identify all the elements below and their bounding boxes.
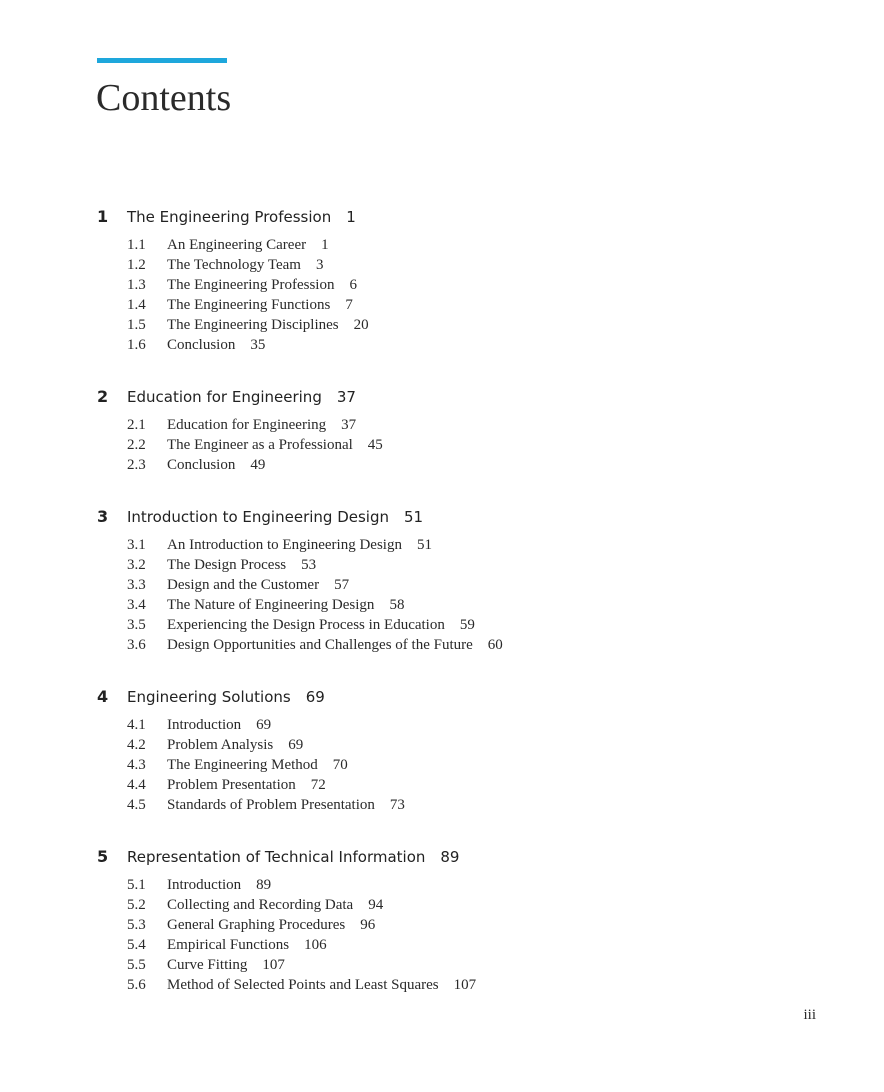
chapter-heading[interactable]: [97, 847, 797, 871]
chapter-title: Introduction to Engineering Design: [127, 508, 389, 526]
table-of-contents: [97, 207, 797, 1027]
chapter-page-number: 69: [305, 688, 325, 706]
section-page-number: 96: [360, 917, 376, 933]
chapter-title: Engineering Solutions: [127, 688, 291, 706]
chapter-heading[interactable]: [97, 687, 797, 711]
section-number: 3.4: [127, 597, 146, 613]
section-page-number: 106: [304, 937, 327, 953]
section-entry[interactable]: [127, 617, 797, 637]
section-number: 5.1: [127, 877, 146, 893]
section-title: Introduction: [167, 717, 242, 733]
section-title: Experiencing the Design Process in Education: [167, 617, 445, 633]
section-page-number: 73: [389, 797, 405, 813]
section-number: 5.2: [127, 897, 146, 913]
chapter-number: 1: [97, 207, 109, 226]
page-number: iii: [803, 1007, 816, 1023]
section-number: 3.6: [127, 637, 146, 653]
section-entry[interactable]: [127, 557, 797, 577]
section-page-number: 69: [256, 717, 272, 733]
section-number: 2.1: [127, 417, 146, 433]
section-entry[interactable]: [127, 877, 797, 897]
section-number: 5.6: [127, 977, 146, 993]
section-number: 4.1: [127, 717, 146, 733]
chapter-heading[interactable]: [97, 207, 797, 231]
section-title: Empirical Functions: [167, 937, 290, 953]
section-entry[interactable]: [127, 957, 797, 977]
chapter-entry: [97, 207, 797, 357]
section-title: The Technology Team: [167, 257, 301, 273]
section-entry[interactable]: [127, 537, 797, 557]
section-title: General Graphing Procedures: [167, 917, 346, 933]
section-title: The Design Process: [167, 557, 287, 573]
chapter-page-number: 37: [336, 388, 356, 406]
section-entry[interactable]: [127, 597, 797, 617]
section-title: Conclusion: [167, 457, 236, 473]
section-page-number: 69: [288, 737, 304, 753]
section-title: The Engineering Functions: [167, 297, 331, 313]
section-entry[interactable]: [127, 417, 797, 437]
section-number: 3.2: [127, 557, 146, 573]
chapter-entry: [97, 687, 797, 817]
section-number: 1.1: [127, 237, 146, 253]
chapter-entry: [97, 507, 797, 657]
chapter-number: 2: [97, 387, 109, 406]
section-title: Standards of Problem Presentation: [167, 797, 375, 813]
section-entry[interactable]: [127, 737, 797, 757]
section-page-number: 3: [315, 257, 324, 273]
section-entry[interactable]: [127, 337, 797, 357]
section-title: An Engineering Career: [167, 237, 307, 253]
section-entry[interactable]: [127, 317, 797, 337]
section-page-number: 94: [368, 897, 384, 913]
section-number: 1.6: [127, 337, 146, 353]
section-number: 3.5: [127, 617, 146, 633]
section-entry[interactable]: [127, 917, 797, 937]
section-entry[interactable]: [127, 237, 797, 257]
chapter-page-number: 51: [404, 508, 424, 526]
section-entry[interactable]: [127, 757, 797, 777]
section-entry[interactable]: [127, 797, 797, 817]
section-list: [127, 717, 797, 817]
chapter-number: 3: [97, 507, 109, 526]
section-entry[interactable]: [127, 777, 797, 797]
section-title: Design Opportunities and Challenges of the Future: [167, 637, 473, 653]
section-page-number: 51: [416, 537, 432, 553]
section-page-number: 53: [301, 557, 317, 573]
section-number: 1.3: [127, 277, 146, 293]
section-page-number: 107: [262, 957, 285, 973]
section-entry[interactable]: [127, 977, 797, 997]
section-title: Method of Selected Points and Least Squares: [167, 977, 439, 993]
section-number: 5.5: [127, 957, 146, 973]
section-title: Problem Analysis: [167, 737, 274, 753]
section-title: Curve Fitting: [167, 957, 248, 973]
section-title: The Engineering Disciplines: [167, 317, 339, 333]
section-title: Problem Presentation: [167, 777, 296, 793]
section-entry[interactable]: [127, 937, 797, 957]
section-title: Design and the Customer: [167, 577, 320, 593]
section-title: An Introduction to Engineering Design: [167, 537, 402, 553]
chapter-number: 5: [97, 847, 109, 866]
section-number: 3.1: [127, 537, 146, 553]
section-page-number: 60: [487, 637, 503, 653]
section-number: 4.2: [127, 737, 146, 753]
section-list: [127, 237, 797, 357]
section-number: 3.3: [127, 577, 146, 593]
section-page-number: 49: [250, 457, 266, 473]
section-page-number: 37: [341, 417, 357, 433]
chapter-title: Representation of Technical Information: [127, 848, 426, 866]
section-title: The Engineer as a Professional: [167, 437, 353, 453]
section-page-number: 1: [321, 237, 329, 253]
section-entry[interactable]: [127, 897, 797, 917]
chapter-number: 4: [97, 687, 109, 706]
chapter-heading[interactable]: [97, 387, 797, 411]
section-entry[interactable]: [127, 297, 797, 317]
section-page-number: 7: [345, 297, 353, 313]
section-page-number: 58: [389, 597, 405, 613]
section-title: The Engineering Method: [167, 757, 318, 773]
section-title: Conclusion: [167, 337, 236, 353]
section-list: [127, 537, 797, 657]
section-page-number: 35: [250, 337, 266, 353]
section-page-number: 6: [349, 277, 357, 293]
section-page-number: 72: [310, 777, 326, 793]
section-number: 1.5: [127, 317, 146, 333]
section-entry[interactable]: [127, 577, 797, 597]
section-page-number: 107: [453, 977, 477, 993]
section-number: 5.3: [127, 917, 146, 933]
section-page-number: 20: [353, 317, 369, 333]
section-entry[interactable]: [127, 277, 797, 297]
section-entry[interactable]: [127, 257, 797, 277]
accent-rule: [97, 58, 227, 63]
section-number: 4.4: [127, 777, 146, 793]
section-number: 4.3: [127, 757, 146, 773]
section-entry[interactable]: [127, 437, 797, 457]
section-page-number: 57: [334, 577, 350, 593]
chapter-page-number: 89: [440, 848, 460, 866]
section-number: 2.3: [127, 457, 146, 473]
section-number: 1.4: [127, 297, 146, 313]
section-page-number: 70: [332, 757, 348, 773]
chapter-entry: [97, 387, 797, 477]
section-list: [127, 417, 797, 477]
chapter-page-number: 1: [346, 208, 356, 226]
section-number: 4.5: [127, 797, 146, 813]
section-number: 5.4: [127, 937, 146, 953]
section-entry[interactable]: [127, 717, 797, 737]
section-title: The Nature of Engineering Design: [167, 597, 375, 613]
section-title: The Engineering Profession: [167, 277, 335, 293]
section-title: Introduction: [167, 877, 242, 893]
section-page-number: 45: [367, 437, 383, 453]
chapter-heading[interactable]: [97, 507, 797, 531]
page-title: Contents: [96, 77, 232, 119]
section-entry[interactable]: [127, 457, 797, 477]
section-title: Collecting and Recording Data: [167, 897, 354, 913]
chapter-title: Education for Engineering: [127, 388, 322, 406]
section-page-number: 89: [256, 877, 272, 893]
section-list: [127, 877, 797, 997]
section-page-number: 59: [459, 617, 475, 633]
chapter-entry: [97, 847, 797, 997]
section-entry[interactable]: [127, 637, 797, 657]
section-number: 2.2: [127, 437, 146, 453]
chapter-title: The Engineering Profession: [127, 208, 332, 226]
section-title: Education for Engineering: [167, 417, 327, 433]
section-number: 1.2: [127, 257, 146, 273]
